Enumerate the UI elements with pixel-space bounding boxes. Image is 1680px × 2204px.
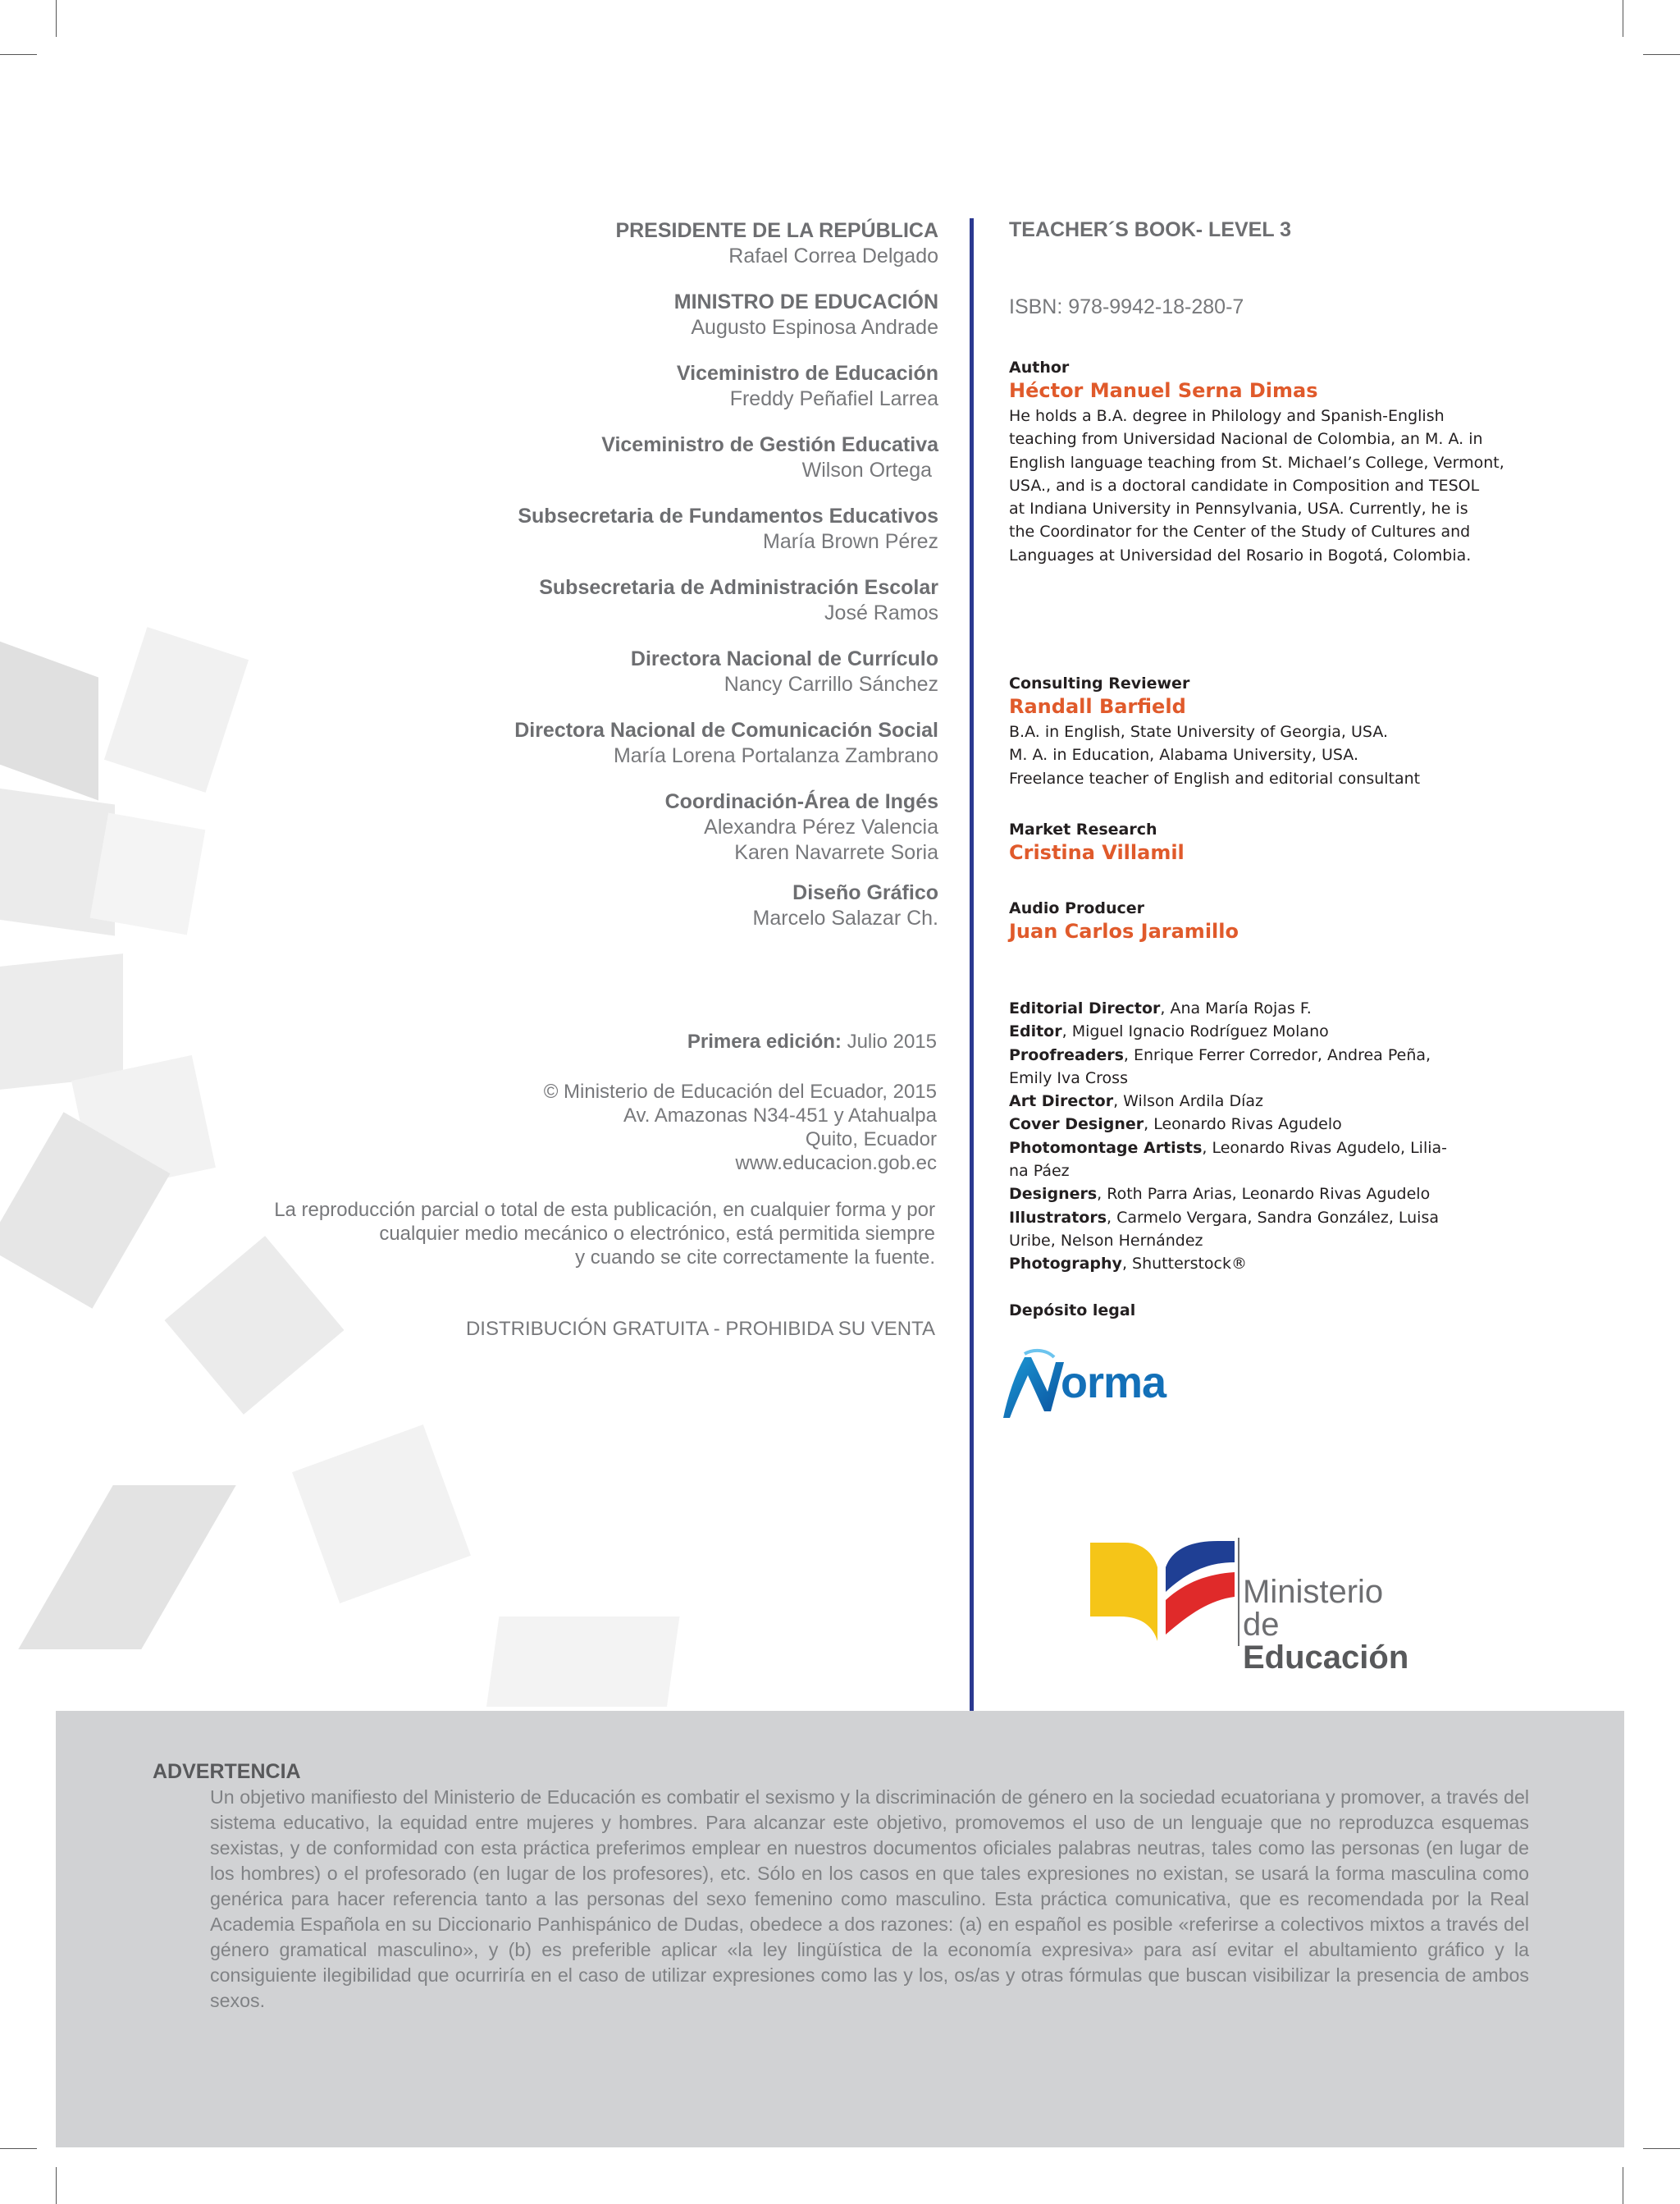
- legal-deposit-label: Depósito legal: [1009, 1301, 1136, 1319]
- norma-wordmark: orma: [1061, 1358, 1166, 1407]
- warning-text: Un objetivo manifiesto del Ministerio de Educación es combatir el sexismo y la discriminación de género en la sociedad ecuatoriana y promover, a través del sistema educativo, la equidad entre mujeres y hombres. Para alcanzar este objetivo, promovemos el uso de un lenguaje que no reproduzca esquemas sexistas, y de conformidad con esta práctica preferimos emplear en nuestros documentos oficiales palabras neutras, tales como las personas (en lugar de los hombres) o el profesorado (en lugar de los profesores), etc. Sólo en los casos en que tales expresiones no existan, se usará la forma masculina como genérica para hacer referencia tanto a las personas del sexo femenino como masculino. Esta práctica comunicativa, que es recomendada por la Real Academia Española en su Diccionario Panhispánico de Dudas, obedece a dos razones: (a) en español es posible «referirse a colectivos mixtos a través del género gramatical masculino», y (b) es preferible aplicar «la ley lingüística de la economía expresiva» para así evitar el abultamiento gráfico y la consiguiente ilegibilidad que ocurriría en el caso de utilizar expresiones como las y los, os/as y otras fórmulas que buscan visibilizar la presencia de ambos sexos.: [210, 1786, 1529, 2011]
- audio-label: Audio Producer: [1009, 899, 1145, 917]
- credit-line: [1009, 997, 1452, 1020]
- credit-names: , Leonardo Rivas Agudelo: [1144, 1115, 1342, 1134]
- reviewer-section: [1009, 674, 1583, 790]
- ministry-logo: [1087, 1534, 1448, 1676]
- credit-role: Art Director: [1009, 1092, 1114, 1111]
- legal-deposit: [1009, 1301, 1583, 1319]
- authority-role: Directora Nacional de Comunicación Social: [514, 719, 938, 742]
- author-name: Héctor Manuel Serna Dimas: [1009, 379, 1318, 402]
- authority-block: [197, 575, 938, 626]
- reproduction-line: y cuando se cite correctamente la fuente.: [575, 1246, 935, 1269]
- credit-role: Proofreaders: [1009, 1045, 1124, 1064]
- norma-logo: [997, 1346, 1194, 1420]
- copyright-line: © Ministerio de Educación del Ecuador, 2015: [543, 1081, 937, 1103]
- authority-block: [197, 880, 938, 931]
- credit-names: , Ana María Rojas F.: [1160, 999, 1312, 1017]
- authority-name: Nancy Carrillo Sánchez: [724, 673, 938, 696]
- authority-block: [197, 432, 938, 483]
- credit-role: Editor: [1009, 1022, 1062, 1041]
- credit-line: [1009, 1090, 1452, 1113]
- credit-names: , Enrique Ferrer Corredor, Andrea Peña, Emily Iva Cross: [1009, 1045, 1431, 1087]
- bio-line: USA., and is a doctoral candidate in Composition and TESOL: [1009, 476, 1480, 495]
- crop-mark: [1643, 2148, 1680, 2149]
- credit-line: [1009, 1136, 1452, 1183]
- edition-label: Primera edición:: [687, 1031, 842, 1053]
- authority-block: [197, 504, 938, 555]
- credits-list: [1009, 997, 1452, 1276]
- reviewer-name: Randall Barfield: [1009, 695, 1186, 718]
- isbn: [1009, 295, 1583, 319]
- credit-line: [1009, 1113, 1452, 1136]
- authority-block: [197, 218, 938, 269]
- ministry-name-line1: Ministerio: [1243, 1574, 1384, 1610]
- authority-role: PRESIDENTE DE LA REPÚBLICA: [615, 219, 938, 242]
- bio-line: the Coordinator for the Center of the Study of Cultures and: [1009, 523, 1471, 542]
- credit-line: [1009, 1020, 1452, 1043]
- authority-role: MINISTRO DE EDUCACIÓN: [673, 290, 938, 313]
- reproduction-line: La reproducción parcial o total de esta publicación, en cualquier forma y por: [274, 1199, 935, 1221]
- address-line: Av. Amazonas N34-451 y Atahualpa: [623, 1104, 937, 1127]
- authority-name: Alexandra Pérez Valencia: [704, 816, 938, 839]
- reviewer-bio: [1009, 720, 1583, 790]
- crop-mark: [56, 2167, 57, 2204]
- bio-line: English language teaching from St. Michael’s College, Vermont,: [1009, 453, 1504, 472]
- distribution-notice: DISTRIBUCIÓN GRATUITA - PROHIBIDA SU VENTA: [465, 1318, 935, 1340]
- ministry-de: de: [1243, 1607, 1280, 1643]
- authority-block: [197, 290, 938, 341]
- credit-role: Photography: [1009, 1255, 1122, 1273]
- authority-role: Diseño Gráfico: [792, 881, 938, 904]
- author-section: [1009, 359, 1583, 567]
- market-section: [1009, 821, 1583, 867]
- credit-names: , Wilson Ardila Díaz: [1113, 1092, 1264, 1111]
- ministry-edu: Educación: [1243, 1639, 1409, 1676]
- crop-mark: [56, 0, 57, 37]
- credit-names: , Carmelo Vergara, Sandra González, Luisa Uribe, Nelson Hernández: [1009, 1208, 1440, 1250]
- bio-line: Freelance teacher of English and editorial consultant: [1009, 769, 1421, 788]
- crop-mark: [1643, 54, 1680, 55]
- crop-mark: [0, 2148, 37, 2149]
- reproduction-line: cualquier medio mecánico o electrónico, está permitida siempre: [379, 1223, 935, 1245]
- authority-role: Coordinación-Área de Ingés: [664, 790, 938, 813]
- authority-role: Directora Nacional de Currículo: [630, 647, 938, 670]
- credit-role: Illustrators: [1009, 1208, 1107, 1227]
- credit-names: , Shutterstock®: [1121, 1255, 1247, 1273]
- authority-role: Viceministro de Gestión Educativa: [601, 433, 938, 456]
- bio-line: Languages at Universidad del Rosario in Bogotá, Colombia.: [1009, 546, 1472, 565]
- isbn-text: ISBN: 978-9942-18-280-7: [1009, 295, 1244, 318]
- reviewer-label: Consulting Reviewer: [1009, 674, 1190, 693]
- authority-name: Rafael Correa Delgado: [728, 245, 938, 267]
- authorities-list: [197, 218, 938, 952]
- credit-role: Photomontage Artists: [1009, 1138, 1203, 1157]
- authority-block: [197, 647, 938, 697]
- credit-names: , Miguel Ignacio Rodríguez Molano: [1061, 1022, 1329, 1041]
- authority-block: [197, 361, 938, 412]
- authority-block: [197, 789, 938, 866]
- authority-name: Freddy Peñafiel Larrea: [729, 387, 938, 410]
- ministry-book-icon: [1087, 1534, 1243, 1649]
- column-divider: [970, 218, 974, 1712]
- copyright-block: [197, 1080, 937, 1175]
- authority-name: María Brown Pérez: [763, 530, 938, 553]
- authority-name: Karen Navarrete Soria: [734, 841, 938, 864]
- edition-line: [197, 1030, 937, 1054]
- ministry-name-line2: [1243, 1608, 1448, 1674]
- credit-line: [1009, 1182, 1452, 1205]
- author-bio: [1009, 405, 1583, 567]
- authority-name: José Ramos: [824, 601, 938, 624]
- bio-line: teaching from Universidad Nacional de Colombia, an M. A. in: [1009, 430, 1483, 449]
- credit-names: , Roth Parra Arias, Leonardo Rivas Agudelo: [1097, 1185, 1431, 1204]
- audio-section: [1009, 899, 1583, 945]
- crop-mark: [0, 54, 37, 55]
- bio-line: M. A. in Education, Alabama University, USA.: [1009, 746, 1359, 765]
- bio-line: B.A. in English, State University of Georgia, USA.: [1009, 723, 1389, 741]
- edition-value: Julio 2015: [847, 1031, 937, 1053]
- credit-line: [1009, 1252, 1452, 1275]
- book-title-text: TEACHER´S BOOK- LEVEL 3: [1009, 218, 1292, 241]
- authority-name: Wilson Ortega: [801, 459, 932, 482]
- website-link[interactable]: www.educacion.gob.ec: [735, 1152, 937, 1174]
- reproduction-notice: [197, 1198, 935, 1269]
- credit-line: [1009, 1044, 1452, 1091]
- credit-role: Editorial Director: [1009, 999, 1161, 1017]
- bio-line: at Indiana University in Pennsylvania, USA. Currently, he is: [1009, 500, 1468, 519]
- authority-block: [197, 718, 938, 769]
- authority-role: Viceministro de Educación: [676, 362, 938, 385]
- credit-line: [1009, 1206, 1452, 1253]
- authority-name: Augusto Espinosa Andrade: [691, 316, 938, 339]
- authority-name: Marcelo Salazar Ch.: [752, 907, 938, 930]
- credit-names: , Leonardo Rivas Agudelo, Lilia-na Páez: [1009, 1138, 1447, 1181]
- authority-role: Subsecretaria de Administración Escolar: [539, 576, 938, 599]
- bio-line: He holds a B.A. degree in Philology and Spanish-English: [1009, 407, 1445, 425]
- book-title: [1009, 218, 1583, 242]
- audio-name: Juan Carlos Jaramillo: [1009, 920, 1239, 943]
- city-line: Quito, Ecuador: [805, 1128, 937, 1150]
- authority-name: María Lorena Portalanza Zambrano: [613, 744, 938, 767]
- credit-role: Cover Designer: [1009, 1115, 1144, 1134]
- author-label: Author: [1009, 359, 1070, 377]
- credit-role: Designers: [1009, 1185, 1098, 1204]
- authority-role: Subsecretaria de Fundamentos Educativos: [518, 505, 938, 528]
- warning-title: ADVERTENCIA: [153, 1760, 301, 1783]
- market-name: Cristina Villamil: [1009, 841, 1185, 864]
- market-label: Market Research: [1009, 821, 1157, 839]
